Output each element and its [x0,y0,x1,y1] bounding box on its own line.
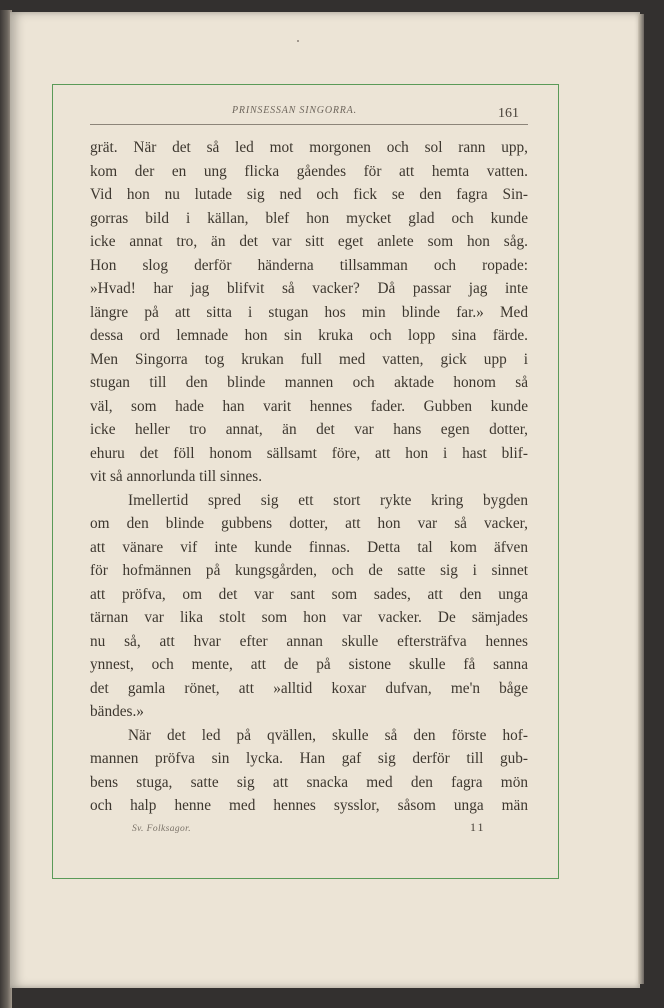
text-line: Vid hon nu lutade sig ned och fick se den fagra Sin- [90,186,528,203]
text-line: När det led på qvällen, skulle så den förste hof- [128,726,528,744]
text-line: Hon slog derför händerna tillsamman och ropade: [90,256,528,274]
signature-mark: Sv. Folksagor. [132,824,191,834]
text-line: det gamla rönet, att »alltid koxar dufvan, me'n båge [90,679,528,697]
text-line: för hofmännen på kungsgården, och de satte sig i sinnet [90,562,528,579]
text-line: mannen pröfva sin lycka. Han gaf sig derför till gub- [90,750,528,767]
text-line: ehuru det föll honom sällsamt före, att hon i hast blif- [90,444,528,462]
text-line: att pröfva, om det var sant som sades, att den unga [90,585,528,603]
body-text [90,136,528,818]
text-line: vit så annorlunda till sinnes. [90,468,263,485]
paper-speck [297,40,299,42]
text-line: Men Singorra tog krukan full med vatten, gick upp i [90,350,528,368]
page-edge [638,14,644,984]
text-line: icke heller tro annat, än det var hans egen dotter, [90,421,528,438]
running-title: PRINSESSAN SINGORRA. [232,105,357,116]
text-line: väl, som hade han varit hennes fader. Gubben kunde [90,397,528,415]
text-line: Imellertid spred sig ett stort rykte kring bygden [128,491,528,509]
text-line: dessa ord lemnade hon sin kruka och lopp sina färde. [90,327,528,344]
text-line: bändes.» [90,703,144,720]
sheet-number: 11 [470,820,486,834]
page-number: 161 [498,106,519,121]
text-line: nu så, att hvar efter annan skulle eftersträfva hennes [90,632,528,650]
text-line: ynnest, och mente, att de på sistone skulle få sanna [90,656,528,673]
text-line: stugan till den blinde mannen och aktade honom så [90,374,528,391]
text-line: bens stuga, satte sig att snacka med den fagra mön [90,773,528,791]
text-line: kom der en ung flicka gåendes för att hemta vatten. [90,162,528,180]
text-line: att vänare vif inte kunde finnas. Detta tal kom äfven [90,538,528,556]
text-line: icke annat tro, än det var sitt eget anlete som hon såg. [90,233,528,250]
text-line: grät. När det så led mot morgonen och sol rann upp, [90,139,528,156]
text-line: om den blinde gubbens dotter, att hon var så vacker, [90,515,528,532]
text-line: gorras bild i källan, blef hon mycket glad och kunde [90,209,528,227]
text-line: och halp henne med hennes sysslor, såsom unga män [90,797,528,814]
header-rule [90,124,528,125]
text-line: »Hvad! har jag blifvit så vacker? Då passar jag inte [90,280,528,297]
text-line: längre på att sitta i stugan hos min blinde far.» Med [90,303,528,321]
text-line: tärnan var lika stolt som hon var vacker. De sämjades [90,609,528,626]
